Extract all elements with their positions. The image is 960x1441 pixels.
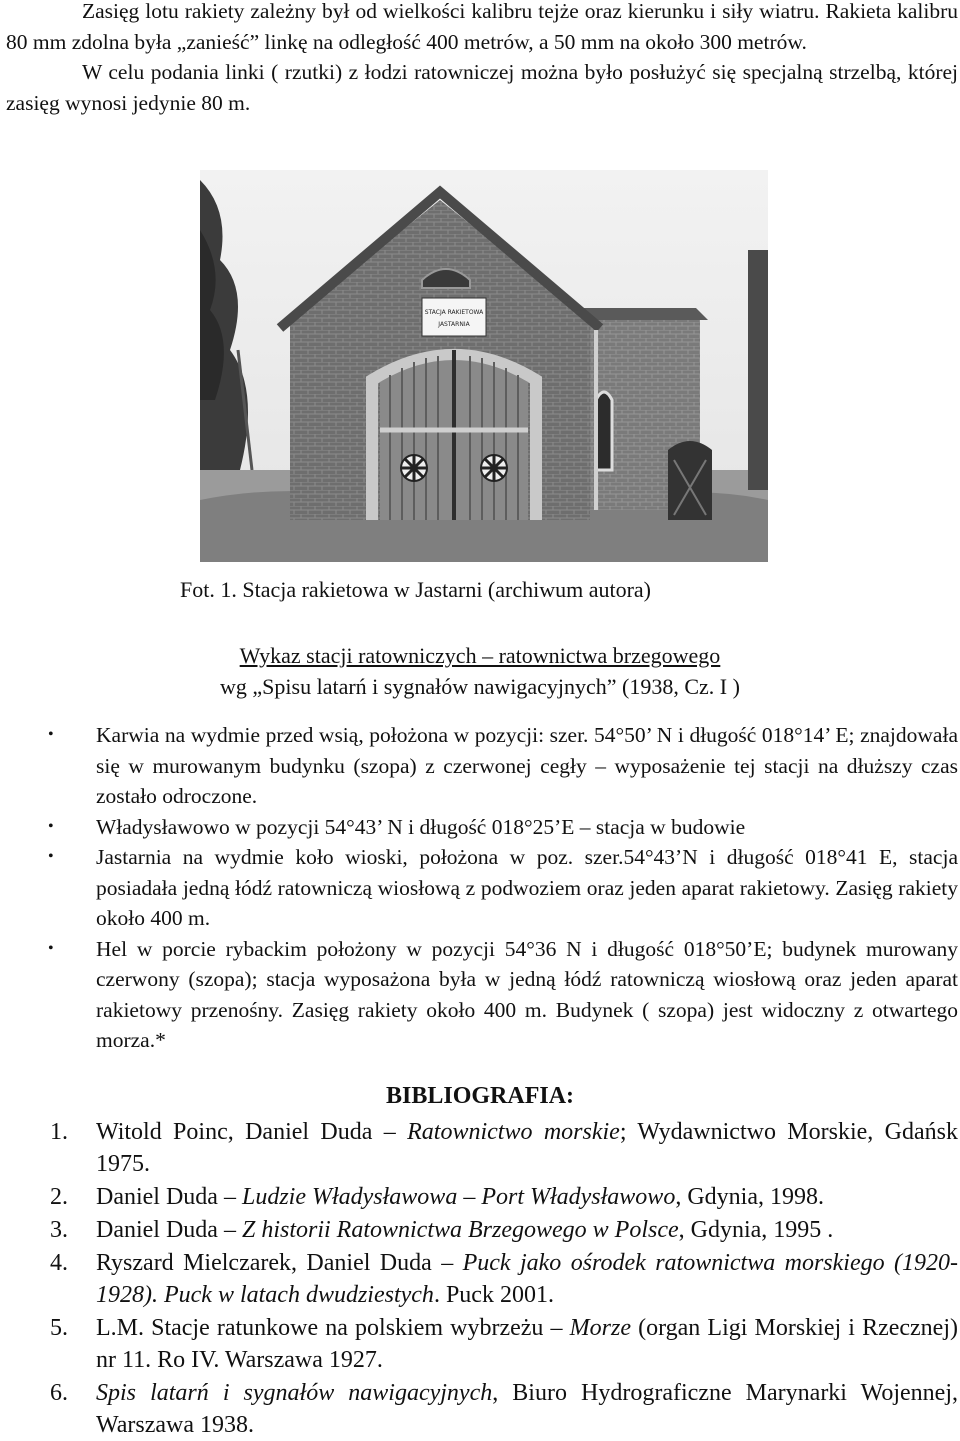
- bibliography-entry: [0, 1214, 960, 1246]
- bullet-icon: •: [48, 726, 54, 743]
- entry-text: , Gdynia, 1995 .: [678, 1217, 834, 1243]
- photo-rescue-station: [200, 170, 768, 562]
- stations-list: [0, 720, 960, 1056]
- entry-number: 3.: [50, 1217, 68, 1243]
- entry-number: 4.: [50, 1250, 68, 1276]
- stations-heading: Wykaz stacji ratowniczych – ratownictwa brzegowego: [239, 643, 721, 668]
- entry-title: Z historii Ratownictwa Brzegowego w Polsce: [241, 1217, 679, 1243]
- entry-title: Spis latarń i sygnałów nawigacyjnych: [96, 1380, 493, 1406]
- list-item: [0, 812, 960, 843]
- bibliography-entry: [0, 1116, 960, 1180]
- stations-subheading: wg „Spisu latarń i sygnałów nawigacyjnych” (1938, Cz. I ): [220, 674, 740, 699]
- list-item: [0, 934, 960, 1056]
- entry-text: , Gdynia, 1998.: [675, 1184, 824, 1210]
- intro-paragraph-2: W celu podania linki ( rzutki) z łodzi ratowniczej można było posłużyć się specjalną strzelbą, której zasięg wynosi jedynie 80 m.: [6, 60, 958, 115]
- photo-caption: Fot. 1. Stacja rakietowa w Jastarni (archiwum autora): [180, 577, 652, 602]
- bibliography-entry: [0, 1312, 960, 1376]
- door-emblem-left: [401, 455, 427, 481]
- entry-text: Daniel Duda –: [96, 1184, 242, 1210]
- entry-number: 1.: [50, 1119, 68, 1145]
- station-text: Władysławowo w pozycji 54°43’ N i długość 018°25’E – stacja w budowie: [96, 814, 746, 839]
- bibliography-entry: [0, 1377, 960, 1441]
- entry-title: Morze: [569, 1315, 631, 1341]
- intro-paragraph-1: Zasięg lotu rakiety zależny był od wielkości kalibru tejże oraz kierunku i siły wiatru. Rakieta kalibru 80 mm zdolna była „zanieść” linkę na odległość 400 metrów, a 50 mm na około 300 metrów.: [6, 0, 958, 54]
- entry-text: L.M. Stacje ratunkowe na polskiem wybrzeżu –: [96, 1315, 570, 1341]
- bibliography-title: BIBLIOGRAFIA:: [385, 1083, 575, 1109]
- door-emblem-right: [481, 455, 507, 481]
- bullet-icon: •: [48, 939, 54, 957]
- entry-title: Ratownictwo morskie: [407, 1119, 620, 1145]
- bullet-icon: •: [48, 848, 54, 865]
- list-item: [0, 720, 960, 812]
- bibliography-entry: [0, 1181, 960, 1213]
- station-text: Jastarnia na wydmie koło wioski, położona w poz. szer.54°43’N i długość 018°41 E, stacja posiadała jedną łódź ratowniczą wiosłową z podwoziem oraz jeden aparat rakietowy. Zasięg rakiety około 400 m.: [96, 845, 958, 930]
- entry-text: , Biuro Hydrograficzne Marynarki Wojennej, Warszawa 1938.: [96, 1380, 958, 1438]
- photo-image: [200, 170, 768, 562]
- entry-title: Ludzie Władysławowa – Port Władysławowo: [241, 1184, 676, 1210]
- station-text: Hel w porcie rybackim położony w pozycji 54°36 N i długość 018°50’E; budynek murowany czerwony (szopa); stacja wyposażona była w jedną łódź ratowniczą wiosłową oraz jeden aparat rakietowy przenośny. Zasięg rakiety około 400 m. Budynek ( szopa) jest widoczny z otwartego morza.*: [96, 936, 958, 1052]
- intro-text: [6, 0, 958, 118]
- entry-text: Daniel Duda –: [96, 1217, 242, 1243]
- entry-title: Puck jako ośrodek ratownictwa morskiego (1920-1928). Puck w latach dwudziestych: [96, 1250, 958, 1308]
- entry-text: (organ Ligi Morskiej i Rzecznej) nr 11. Ro IV. Warszawa 1927.: [96, 1315, 958, 1373]
- sign-line-2: JASTARNIA: [438, 321, 470, 328]
- entry-text: Witold Poinc, Daniel Duda –: [96, 1119, 408, 1145]
- entry-number: 2.: [50, 1184, 68, 1210]
- entry-text: . Puck 2001.: [433, 1282, 554, 1308]
- entry-text: ; Wydawnictwo Morskie, Gdańsk 1975.: [96, 1119, 958, 1177]
- entry-text: Ryszard Mielczarek, Daniel Duda –: [96, 1250, 463, 1276]
- entry-number: 5.: [50, 1315, 68, 1341]
- bibliography-list: [0, 1116, 960, 1441]
- bullet-icon: •: [48, 817, 54, 835]
- entry-number: 6.: [50, 1380, 68, 1406]
- bibliography-entry: [0, 1247, 960, 1311]
- list-item: [0, 842, 960, 934]
- sign-line-1: STACJA RAKIETOWA: [424, 309, 484, 316]
- station-text: Karwia na wydmie przed wsią, położona w pozycji: szer. 54°50’ N i długość 018°14’ E; znajdowała się w murowanym budynku (szopa) z czerwonej cegły – wyposażenie tej stacji na dłuższy czas zostało odroczone.: [96, 723, 958, 808]
